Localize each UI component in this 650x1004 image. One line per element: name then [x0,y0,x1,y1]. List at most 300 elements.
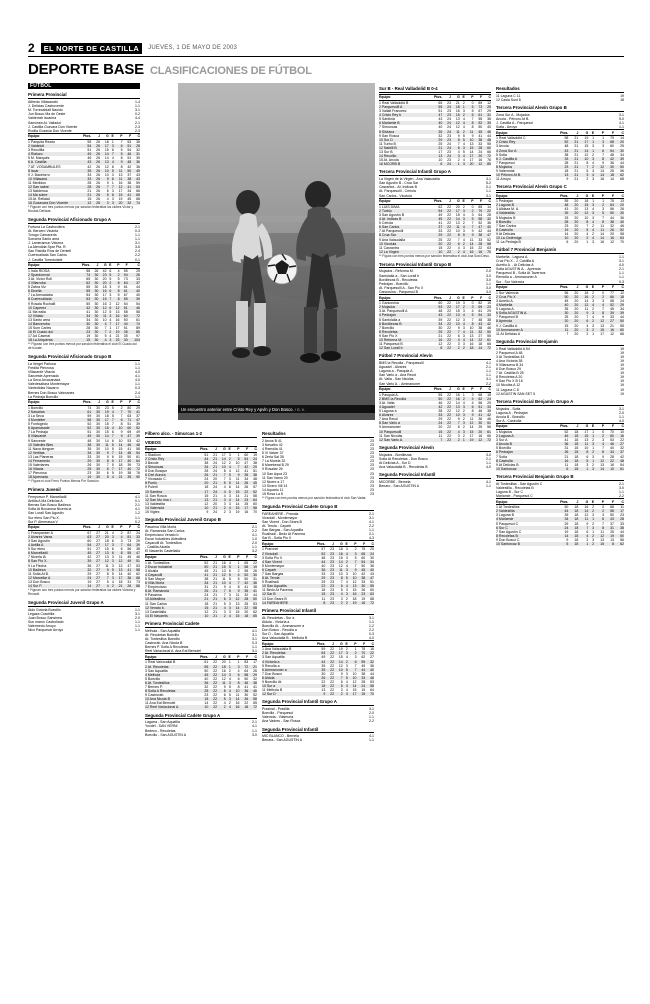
stat-cell: 49 [73,152,92,156]
stat-cell: 14 [231,498,240,502]
standings-table [379,386,491,442]
stat-cell: 16 [100,426,109,430]
team-name: 3 Bacole [145,460,159,465]
stat-cell: 23 [564,223,569,228]
result-score: 2-2 [368,719,374,724]
standings-col-header: P [465,386,474,392]
standings-col-header: P [114,524,123,530]
stat-cell: 50 [248,597,257,601]
stat-cell: 28 [487,212,491,217]
stat-cell: 38 [604,220,614,224]
team-name: 5 San Mayor [145,577,165,582]
stat-cell: 4 [98,338,106,342]
result-score: 1-1 [134,394,140,399]
stat-cell: 22 [447,309,452,314]
stat-cell: 7 [451,421,460,425]
result-teams: M. Torrecablalt Nacido [28,108,63,113]
match-photo [178,83,375,420]
result-teams: San Carlos - Vicotula [379,193,412,198]
stat-cell: 20 [610,231,615,236]
stat-cell: 2 [586,177,589,182]
stat-cell: 1 [451,162,460,166]
team-name: 3 Sotla Pio X [262,555,283,560]
stat-cell: 30 [94,326,99,331]
stat-cell: 46 [620,223,624,228]
stat-cell: 20 [98,281,106,285]
result-score: 19 [620,367,624,372]
stat-cell: 7 [602,215,605,220]
stat-cell: 17 [190,490,209,494]
stat-cell: 2 [592,231,595,236]
stat-cell: 4 [226,498,231,502]
stat-cell: 40 [547,303,568,307]
stat-cell: 38 [478,325,483,330]
stat-cell: 22 [213,668,218,673]
stat-cell: 46 [240,681,249,685]
team-name: 5 Montemayor [262,563,285,568]
stat-cell: 20 [574,240,579,245]
result-score: 4-0 [618,418,624,423]
standings-col-header: F [240,554,249,560]
stat-cell: 1 [109,326,112,331]
stat-cell: 11 [469,417,474,422]
team-name: 3 Laguna B [496,513,514,518]
result-score: 1-1 [485,189,491,194]
stat-cell: 33 [547,157,568,161]
stat-cell: 62 [73,281,90,285]
stat-cell: 55 [365,584,374,588]
stat-cell: 8 [237,684,240,689]
column-1-header: FÚTBOL [28,83,140,89]
stat-cell: 2 [588,328,594,332]
result-score: 4-1 [251,724,257,729]
stat-cell: 26 [91,177,100,181]
stat-cell: 8 [586,160,589,165]
result-score: 0-3 [618,279,624,284]
stat-cell: 3 [345,671,348,676]
result-score: 19 [620,350,624,355]
stat-cell: 1 [592,199,595,204]
result-teams: 6 Don Bosco 29 [496,367,521,372]
stat-cell: 24 [442,105,451,109]
stat-cell: 9 [457,417,460,422]
stat-cell: 2 [237,568,240,573]
result-score: 1-1 [368,738,374,743]
stat-cell: 5 [223,601,226,606]
stat-cell: 5 [231,673,240,677]
stat-cell: 58 [240,673,249,677]
stat-cell: 18 [574,505,579,510]
masthead [28,42,624,78]
stat-cell: 6 [586,454,589,459]
stat-cell: 8 [604,542,614,546]
stat-cell: 12 [474,162,483,166]
stat-cell: 39 [614,157,624,161]
stat-cell: 67 [87,530,92,535]
stat-cell: 72 [240,665,249,669]
stat-cell: 4 [457,245,460,250]
stat-cell: 80 [127,405,132,410]
stat-cell: 37 [127,172,132,177]
team-name: 14 Valemdol [145,506,190,510]
stat-cell: 54 [424,209,443,213]
stat-cell: 24 [213,460,218,465]
stat-cell: 6 [114,418,123,422]
stat-cell: 2 [586,537,589,542]
column-5-body [496,87,624,546]
stat-cell: 7 [340,580,343,585]
standings-col-header: J [208,446,217,452]
stat-cell: 24 [204,593,209,598]
stat-cell: 4 [460,330,465,334]
team-name: 6 Pedrajan [496,450,547,454]
stat-cell: 30 [370,555,374,560]
result-teams: FAREAHERE - Pranola [262,511,299,516]
stat-cell: 20 [465,162,474,166]
stat-cell: 4 [228,585,231,590]
team-name: 8 Castrolla [496,228,547,232]
stat-cell: 27 [96,539,101,543]
stat-cell: 60 [87,539,92,543]
stat-cell: 23 [447,109,452,114]
stat-cell: 16 [424,338,443,342]
stat-cell: 3 [345,663,348,668]
result-score: 1-1 [251,645,257,650]
stat-cell: 48 [321,555,326,560]
stat-cell: 3 [602,207,605,212]
result-score: 19 [620,358,624,363]
stat-cell: 15 [455,309,460,314]
team-name: 10 San Aquatlla [262,584,307,588]
stat-cell: 15 [594,542,604,546]
stat-cell: 9 [206,510,209,514]
stat-cell: 30 [91,451,100,455]
stat-cell: 37 [128,281,140,285]
stat-cell: 15 [118,446,123,451]
stat-cell: 19 [547,228,568,232]
stat-cell: 34 [73,451,92,455]
stat-cell: 15 [578,434,588,438]
standings-col-header: G [217,554,226,560]
stat-cell: 53 [253,601,257,606]
stat-cell: 35 [240,589,249,593]
stat-cell: 23 [330,588,335,593]
section-subtitle: CLASIFICACIONES DE FÚTBOL [149,65,312,77]
stat-cell: 16 [98,289,106,293]
stat-cell: 42 [361,572,366,577]
stat-cell: 6 [111,454,114,459]
result-teams: Aldola - Victoria a [262,619,290,624]
stat-cell: 1 [228,660,231,665]
stat-cell: 21 [208,597,217,601]
team-name: 4 Zona Sur A [496,149,547,153]
stat-cell: 0 [471,204,474,209]
stat-cell: 17 [115,326,120,331]
stat-cell: 11 [451,225,460,229]
results-list [496,255,624,284]
stat-cell: 23 [330,572,335,577]
stat-cell: 19 [348,601,357,605]
stat-cell: 21 [568,173,578,177]
stat-cell: 8 [223,469,226,474]
stat-cell: 7 [100,576,109,580]
stat-cell: 31 [127,579,132,584]
stat-cell: 3 [217,498,226,502]
stat-cell: 18 [568,526,578,530]
stat-cell: 13 [584,438,589,443]
stat-cell: 17 [614,509,624,513]
result-score: 2-3 [134,124,140,129]
stat-cell: 44 [620,529,624,534]
stat-cell: 15 [578,203,588,207]
stat-cell: 34 [620,152,624,157]
team-name: 6 J. Castilla A [496,157,547,161]
result-score: 2-0 [368,711,374,716]
team-name: 2 Parquesolll A [379,105,424,109]
standings-col-header: E [107,262,112,268]
stat-cell: 49 [73,434,92,438]
stat-cell: 16 [478,158,483,163]
result-score: 3-1 [134,611,140,616]
result-teams: J. Castilla A - Parquesol [496,120,533,125]
stat-cell: 16 [614,434,624,438]
stat-cell: 4 [111,156,114,161]
stat-cell: 25 [620,144,624,149]
stat-cell: 16 [115,317,120,322]
stat-cell: 5 [217,481,226,485]
group-heading: Segunda Provincial Cadete Grupo B [262,505,374,511]
stat-cell: 6 [451,146,460,150]
stat-cell: 55 [424,105,443,109]
stat-cell: 50 [482,330,491,334]
result-score: 3-1 [618,406,624,411]
result-teams: 9 Rosaliar 26 [262,467,283,472]
result-teams: Arcola - Pélvoro At B. [496,116,530,121]
stat-cell: 22 [240,490,249,494]
stat-cell: 54 [136,301,140,306]
stat-cell: 36 [370,663,374,668]
standings-col-header: F [123,524,132,530]
result-score: 1-1 [134,623,140,628]
stat-cell: 53 [127,139,132,144]
stat-cell: 5 [104,334,107,339]
result-teams: Juan Bosco Sansinea [28,615,62,620]
stat-cell: 67 [478,109,483,114]
stat-cell: 4 [462,400,465,405]
result-teams: At Tordesillas - San Agustín C [496,481,543,486]
stat-cell: 6 [594,149,604,153]
stat-cell: 48 [365,676,374,680]
stat-cell: 22 [208,705,217,709]
stat-cell: 21 [213,452,218,457]
result-teams: Laguna a - Pasquia A. [379,369,414,374]
stat-cell: 65 [244,560,249,565]
stat-cell: 52 [614,228,624,232]
stat-cell: 6 [340,679,343,684]
stat-cell: 1 [237,452,240,457]
stat-cell: 41 [86,309,91,314]
stat-cell: 3 [592,169,595,173]
paper-name: EL NORTE DE CASTILLA [41,43,142,54]
stat-cell: 17 [100,543,109,547]
stat-cell: 38 [123,177,132,181]
stat-cell: 40 [438,125,443,130]
stat-cell: 34 [620,307,624,312]
team-name: 4 Victoria a [262,660,307,664]
stat-cell: 36 [136,139,140,144]
stat-cell: 30 [474,421,483,425]
stat-cell: 16 [231,705,240,709]
stat-cell: 85 [482,162,491,166]
standings-col-header: P [114,133,123,139]
result-teams: Boecillo At. - Ammanuner a [262,623,305,628]
stat-cell: 20 [568,303,578,307]
stat-cell: 14 [455,400,460,405]
team-name: 13 Don Sears B [262,596,287,601]
standings-col-header: P [594,423,604,429]
stat-cell: 18 [584,199,589,204]
team-name: 7 Ana Recol [379,417,398,422]
stat-cell: 26 [94,268,99,273]
stat-cell: 2 [107,330,112,334]
stat-cell: 63 [614,236,624,240]
stat-cell: 4 [465,397,474,401]
standings-col-header: C [365,641,374,647]
stat-cell: 3 [228,493,231,498]
stat-cell: 30 [614,149,624,153]
stat-cell: 27 [614,442,624,446]
team-name: 14 Recolllo [379,154,424,158]
stat-cell: 41 [131,410,140,414]
team-name: 7 San Bargas [262,572,284,577]
stat-cell: 2 [462,425,465,430]
stat-cell: 36 [240,689,249,693]
team-name: 3 At. Victor Roll [28,276,52,281]
team-name: 13 Sur B [379,150,393,155]
stat-cell: 2 [354,547,357,552]
stat-cell: 20 [221,660,226,665]
team-name: 12 San Mu Ima I. [145,498,190,502]
stat-cell: 10 [104,172,109,177]
standings-col-header: P [594,130,604,136]
stat-cell: 3 [111,197,114,202]
stat-cell: 20 [574,323,579,328]
stat-cell: 20 [474,154,483,158]
stat-cell: 22 [447,325,452,330]
stat-cell: 14 [114,451,123,455]
stat-cell: 43 [424,313,443,317]
result-score: 2-2 [618,493,624,498]
stat-cell: 2 [588,165,594,169]
stat-cell: 50 [123,317,128,322]
result-score: 23 [370,442,374,447]
stat-cell: 12 [338,563,343,568]
stat-cell: 53 [131,185,140,189]
stat-cell: 5 [107,273,112,277]
stat-cell: 66 [620,331,624,336]
stat-cell: 44 [487,229,491,234]
stat-cell: 70 [357,651,366,655]
stat-cell: 3 [588,203,594,207]
stat-cell: 12 [217,573,226,577]
stat-cell: 63 [73,535,92,539]
stat-cell: 19 [465,438,474,442]
stat-cell: 58 [482,242,491,246]
stat-cell: 3 [228,477,231,482]
stat-cell: 15 [231,506,240,510]
standings-col-header: Equipo [379,386,424,392]
stat-cell: 3 [460,217,465,221]
stat-cell: 21 [568,140,578,144]
stat-cell: 33 [482,313,491,317]
standings-col-header: F [357,541,366,547]
stat-cell: 40 [365,668,374,672]
result-score: 1-1 [251,545,257,550]
stat-cell: 7 [471,117,474,122]
stat-cell: 3 [345,572,348,577]
stat-cell: 5 [465,313,474,317]
team-name: 9 J. Bacetorro [28,172,50,177]
team-name: 8 San Pio X. [28,559,73,563]
stat-cell: 3 [226,681,231,685]
stat-cell: 10 [465,138,474,142]
stat-cell: 8 [594,450,604,454]
stat-cell: 41 [253,684,257,689]
result-teams: 8 Mareberal B 29 [262,463,289,468]
stat-cell: 27 [91,559,100,563]
stat-cell: 12 [578,211,588,215]
stat-cell: 15 [73,338,90,342]
stat-cell: 17 [118,189,123,194]
team-name: 11 Sotla At B. [28,571,49,576]
stat-cell: 10 [102,317,107,322]
stat-cell: 62 [253,609,257,614]
stat-cell: 6 [107,306,112,310]
stat-cell: 3 [223,609,226,614]
stat-cell: 13 [115,309,120,314]
stat-cell: 6 [465,113,474,117]
stat-cell: 10 [604,467,614,471]
stat-cell: 18 [352,596,357,601]
stat-cell: 19 [86,334,91,339]
result-teams: Mojados - Reforma M. [379,269,414,274]
table-row [145,510,257,514]
standings-table [28,262,140,343]
stat-cell: 40 [120,322,128,326]
stat-cell: 78 [361,647,366,652]
stat-cell: 65 [248,614,257,618]
team-name: 11 La Pedraja B [496,240,521,245]
stat-cell: 16 [370,647,374,652]
stat-cell: 20 [100,535,109,539]
stat-cell: 11 [469,237,474,242]
stat-cell: 34 [190,581,209,585]
stat-cell: 7 [457,141,460,146]
photo-credit: / G. V. [294,407,305,412]
stat-cell: 14 [474,346,483,350]
team-name: 1 Sur Valencia [496,290,519,295]
stat-cell: 22 [208,673,217,677]
result-score: 2-4 [134,390,140,395]
stat-cell: 8 [120,156,123,161]
stat-cell: 8 [100,459,109,463]
stat-cell: 3 [345,547,348,552]
standings-col-header: J [208,654,217,660]
stat-cell: 9 [465,413,474,417]
stat-cell: 52 [131,426,140,430]
result-score: 3-0 [485,452,491,457]
group-heading: Segunda Provincial Aficionado Grupo B [28,355,140,361]
